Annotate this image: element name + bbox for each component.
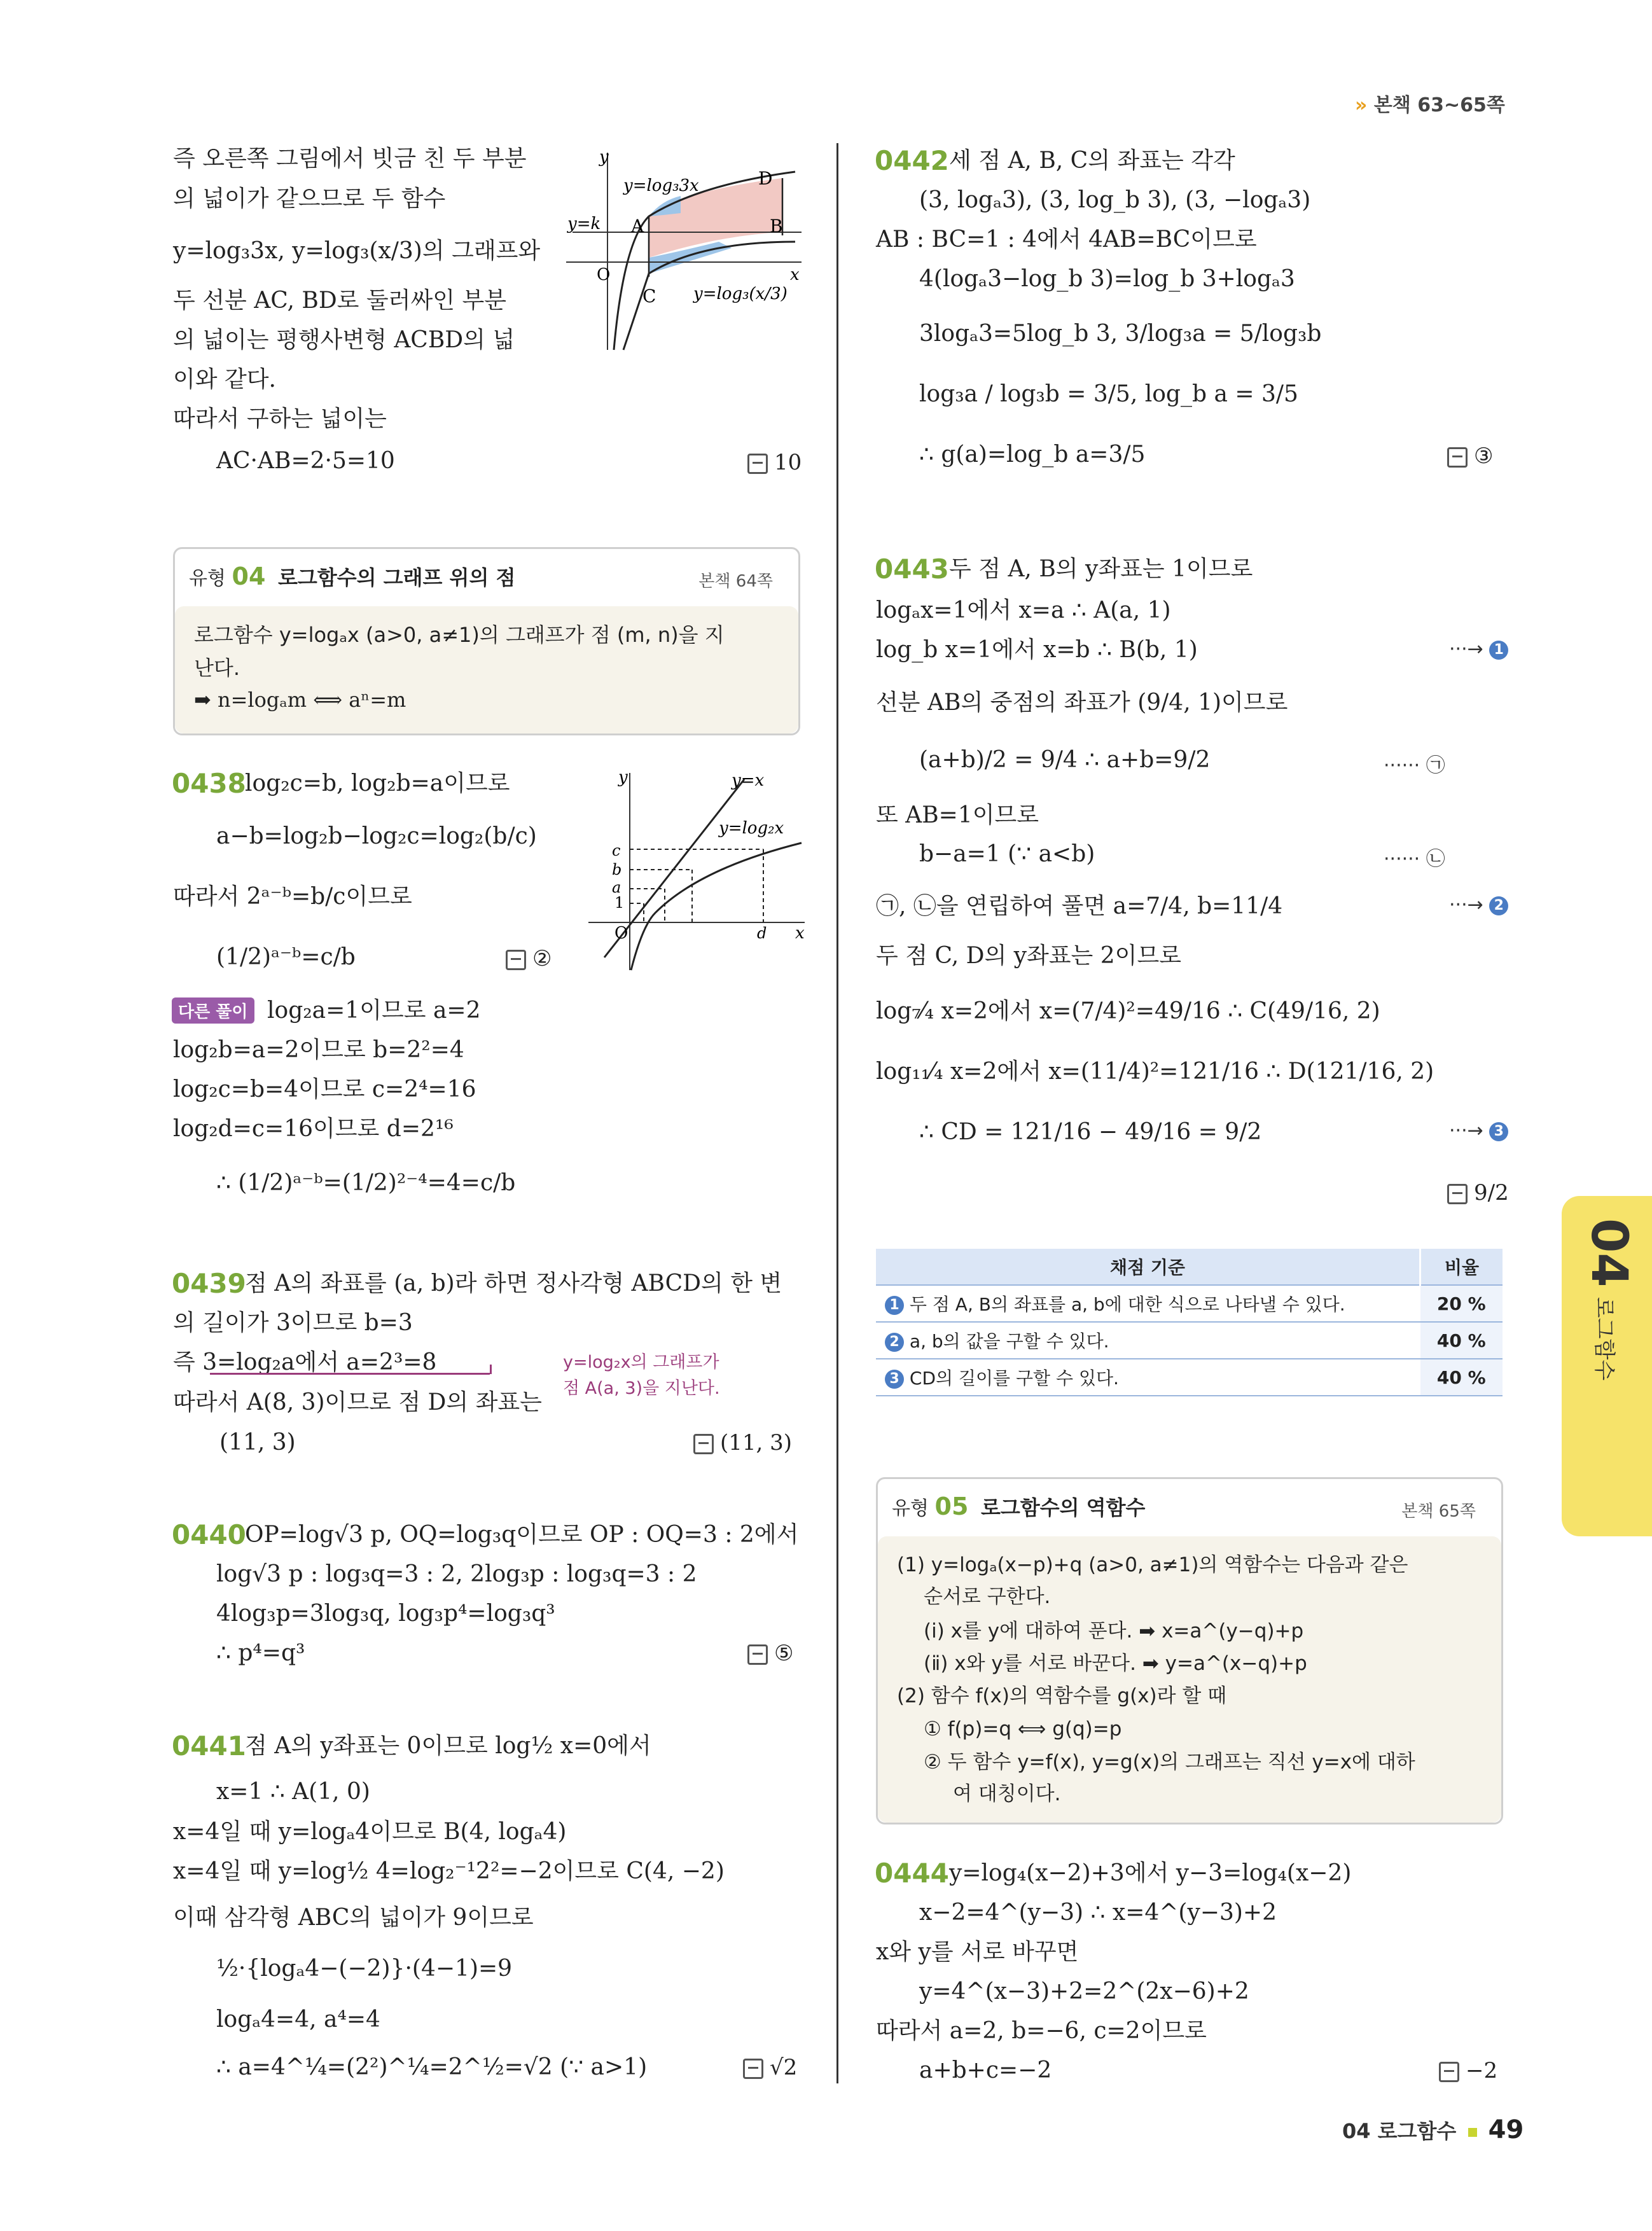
footer-square-icon — [1468, 2128, 1477, 2137]
solution-line: ∴ (1/2)ᵃ⁻ᵇ=(1/2)²⁻⁴=4=c/b — [216, 1170, 516, 1196]
axis-y-label: y — [618, 768, 628, 787]
criteria-text: 두 점 A, B의 좌표를 a, b에 대한 식으로 나타낼 수 있다. — [909, 1294, 1345, 1315]
solution-line: 두 점 A, B의 y좌표는 1이므로 — [949, 556, 1253, 582]
type-body-line: ② 두 함수 y=f(x), y=g(x)의 그래프는 직선 y=x에 대하 — [924, 1751, 1415, 1774]
page-footer — [1342, 2115, 1524, 2144]
type-body-line: 여 대칭이다. — [953, 1783, 1061, 1805]
solution-line: x−2=4^(y−3) ∴ x=4^(y−3)+2 — [919, 1900, 1277, 1926]
type-ref: 본책 65쪽 — [1401, 1502, 1476, 1521]
type-num: 05 — [934, 1492, 969, 1520]
solution-line: 또 AB=1이므로 — [876, 802, 1039, 828]
label-curve1: y=log₃3x — [623, 176, 699, 195]
solution-line: ½·{logₐ4−(−2)}·(4−1)=9 — [216, 1956, 513, 1982]
footer-chapter: 04 로그함수 — [1342, 2119, 1457, 2143]
page-number: 49 — [1488, 2115, 1524, 2144]
chapter-side-tab — [1562, 1196, 1652, 1536]
problem-number: 0439 — [172, 1268, 246, 1299]
type-body-line: ① f(p)=q ⟺ g(q)=p — [924, 1718, 1122, 1741]
step-badge: 3 — [885, 1370, 904, 1389]
table-header-row — [876, 1249, 1503, 1285]
solution-line: x와 y를 서로 바꾸면 — [876, 1939, 1079, 1965]
intro-line: 의 넓이가 같으므로 두 함수 — [173, 186, 446, 212]
type-title: 로그함수의 역함수 — [980, 1496, 1146, 1520]
criteria-cell — [876, 1359, 1420, 1396]
step-3-badge: 3 — [1489, 1122, 1508, 1141]
type-tag: 유형 — [189, 567, 226, 590]
type-body-line: (1) y=logₐ(x−p)+q (a>0, a≠1)의 역함수는 다음과 같은 — [897, 1553, 1408, 1576]
solution-line: 따라서 A(8, 3)이므로 점 D의 좌표는 — [173, 1389, 542, 1415]
answer-text: √2 — [770, 2055, 798, 2080]
solution-line: 의 길이가 3이므로 b=3 — [173, 1310, 413, 1336]
answer-text: (11, 3) — [720, 1430, 793, 1456]
solution-line: logₐx=1에서 x=a ∴ A(a, 1) — [876, 597, 1171, 623]
answer — [747, 1637, 793, 1669]
solution-line: 점 A의 좌표를 (a, b)라 하면 정사각형 ABCD의 한 변 — [245, 1270, 782, 1296]
solution-line: log₂c=b, log₂b=a이므로 — [245, 770, 510, 796]
table-row — [876, 1285, 1503, 1322]
intro-line: y=log₃3x, y=log₃(x/3)의 그래프와 — [173, 238, 541, 264]
label-y-eq-x: y=x — [732, 771, 765, 790]
answer — [747, 447, 802, 478]
annotation: 점 A(a, 3)을 지난다. — [563, 1379, 720, 1398]
solution-line: ∴ a=4^¼=(2²)^¼=2^½=√2 (∵ a>1) — [216, 2054, 648, 2080]
tick-d: d — [757, 924, 767, 942]
column-divider — [836, 143, 838, 2083]
answer-icon — [1439, 2062, 1459, 2082]
problem-number: 0444 — [875, 1858, 949, 1889]
answer — [1447, 440, 1493, 472]
solution-line: x=1 ∴ A(1, 0) — [216, 1779, 370, 1805]
col-header: 비율 — [1420, 1249, 1503, 1285]
solution-line: 따라서 a=2, b=−6, c=2이므로 — [876, 2018, 1207, 2044]
solution-line: a−b=log₂b−log₂c=log₂(b/c) — [216, 823, 537, 849]
answer-icon — [743, 2059, 763, 2079]
rate-cell: 20 % — [1420, 1285, 1503, 1322]
criteria-cell — [876, 1322, 1420, 1359]
solution-line: y=log₄(x−2)+3에서 y−3=log₄(x−2) — [949, 1860, 1352, 1886]
solution-line: log₂a=1이므로 a=2 — [267, 997, 481, 1024]
solution-line: 3logₐ3=5log_b 3, 3/log₃a = 5/log₃b — [919, 321, 1322, 347]
solution-line: log√3 p : log₃q=3 : 2, 2log₃p : log₃q=3 : 2 — [216, 1561, 697, 1587]
solution-line: logₐ4=4, a⁴=4 — [216, 2006, 380, 2033]
rate-cell: 40 % — [1420, 1359, 1503, 1396]
solution-line: 세 점 A, B, C의 좌표는 각각 — [949, 148, 1235, 174]
solution-line: (3, logₐ3), (3, log_b 3), (3, −logₐ3) — [919, 187, 1311, 213]
origin: O — [597, 265, 611, 284]
solution-line: b−a=1 (∵ a<b) — [919, 841, 1095, 867]
chevron-right-icon: » — [1355, 94, 1368, 116]
table-row — [876, 1359, 1503, 1396]
side-tab-number: 04 — [1580, 1218, 1637, 1288]
answer-text: ③ — [1474, 443, 1494, 469]
solution-line: AB : BC=1 : 4에서 4AB=BC이므로 — [876, 226, 1257, 253]
score-marker: ···→ 3 — [1449, 1120, 1508, 1142]
type-body-line: (ⅰ) x를 y에 대하여 푼다. ➡ x=a^(y−q)+p — [924, 1620, 1304, 1643]
rate-cell: 40 % — [1420, 1322, 1503, 1359]
solution-line: log₂c=b=4이므로 c=2⁴=16 — [173, 1076, 476, 1102]
label-k: y=k — [567, 214, 601, 233]
type-body-line: 로그함수 y=logₐx (a>0, a≠1)의 그래프가 점 (m, n)을 지 — [194, 623, 725, 647]
graph-log2 — [585, 767, 808, 976]
tick-c: c — [612, 842, 621, 859]
step-badge: 1 — [885, 1296, 904, 1315]
answer — [1439, 2055, 1497, 2087]
type-body-line: 난다. — [194, 656, 240, 680]
tick-a: a — [612, 879, 621, 896]
equation-mark: ······ ㉠ — [1384, 754, 1445, 777]
solution-line: (a+b)/2 = 9/4 ∴ a+b=9/2 — [919, 747, 1211, 773]
problem-number: 0442 — [875, 145, 949, 176]
origin: O — [614, 924, 628, 943]
score-marker: ···→ 2 — [1449, 894, 1508, 916]
type-ref: 본책 64쪽 — [698, 572, 773, 591]
answer-icon — [1447, 447, 1468, 468]
criteria-text: CD의 길이를 구할 수 있다. — [909, 1368, 1119, 1389]
problem-number: 0443 — [875, 553, 949, 585]
tick-one: 1 — [614, 894, 625, 912]
criteria-text: a, b의 값을 구할 수 있다. — [909, 1331, 1109, 1352]
solution-line: ∴ CD = 121/16 − 49/16 = 9/2 — [919, 1119, 1262, 1145]
solution-line: 이때 삼각형 ABC의 넓이가 9이므로 — [173, 1905, 534, 1931]
solution-line: 4(logₐ3−log_b 3)=log_b 3+logₐ3 — [919, 266, 1295, 292]
solution-line: log₇⁄₄ x=2에서 x=(7/4)²=49/16 ∴ C(49/16, 2) — [876, 998, 1380, 1024]
side-tab-label: 로그함수 — [1591, 1296, 1617, 1381]
type04-box — [173, 547, 800, 735]
intro-line: 이와 같다. — [173, 366, 276, 393]
type04-header — [189, 562, 515, 591]
point-a: A — [631, 216, 644, 237]
answer-icon — [1447, 1184, 1468, 1204]
note-connector — [210, 1373, 490, 1375]
curve-log2 — [631, 843, 802, 970]
annotation: y=log₂x의 그래프가 — [563, 1352, 719, 1372]
step-2-badge: 2 — [1489, 896, 1508, 915]
col-header: 채점 기준 — [876, 1249, 1420, 1285]
point-b: B — [770, 216, 783, 237]
label-curve2: y=log₃(x/3) — [693, 284, 788, 303]
type05-body — [878, 1536, 1501, 1823]
step-badge: 2 — [885, 1333, 904, 1352]
type-body-line: (2) 함수 f(x)의 역함수를 g(x)라 할 때 — [897, 1685, 1227, 1707]
intro-line: 따라서 구하는 넓이는 — [173, 406, 387, 432]
tick-b: b — [612, 861, 622, 879]
problem-number: 0441 — [172, 1730, 246, 1762]
header-ref-text: 본책 63~65쪽 — [1373, 94, 1505, 116]
solution-line: 두 점 C, D의 y좌표는 2이므로 — [876, 943, 1182, 969]
solution-line: 선분 AB의 중점의 좌표가 (9/4, 1)이므로 — [876, 690, 1288, 716]
answer-text: ⑤ — [774, 1641, 794, 1666]
solution-line: 4log₃p=3log₃q, log₃p⁴=log₃q³ — [216, 1601, 555, 1627]
solution-line: a+b+c=−2 — [919, 2057, 1052, 2083]
step-1-badge: 1 — [1489, 641, 1508, 660]
solution-line: log₂d=c=16이므로 d=2¹⁶ — [173, 1116, 454, 1142]
solution-line: ∴ p⁴=q³ — [216, 1640, 305, 1666]
type-tag: 유형 — [892, 1498, 929, 1520]
answer — [743, 2052, 797, 2083]
equation-mark: ······ ㉡ — [1384, 848, 1445, 870]
type05-box — [876, 1477, 1503, 1824]
point-c: C — [642, 286, 656, 307]
type-title: 로그함수의 그래프 위의 점 — [277, 566, 516, 590]
solution-line: log₂b=a=2이므로 b=2²=4 — [173, 1037, 464, 1063]
intro-line: 두 선분 AC, BD로 둘러싸인 부분 — [173, 288, 506, 314]
grading-table — [876, 1249, 1503, 1396]
point-d: D — [758, 168, 773, 189]
solution-line: 점 A의 y좌표는 0이므로 log½ x=0에서 — [245, 1733, 651, 1759]
axis-y-label: y — [599, 148, 609, 167]
type04-body — [175, 606, 798, 733]
solution-line: x=4일 때 y=log½ 4=log₂⁻¹2²=−2이므로 C(4, −2) — [173, 1858, 725, 1884]
axis-x-label: x — [790, 265, 800, 284]
solution-line: OP=log√3 p, OQ=log₃q이므로 OP : OQ=3 : 2에서 — [245, 1522, 799, 1548]
label-y-log2x: y=log₂x — [719, 819, 784, 838]
type-body-line: 순서로 구한다. — [924, 1585, 1051, 1608]
solution-line: y=4^(x−3)+2=2^(2x−6)+2 — [919, 1978, 1249, 2005]
solution-line: (1/2)ᵃ⁻ᵇ=c/b — [216, 944, 356, 970]
problem-number: 0438 — [172, 768, 246, 799]
graph-log3 — [553, 146, 808, 356]
axis-x-label: x — [795, 924, 805, 943]
answer — [1447, 1177, 1509, 1209]
solution-line: (11, 3) — [219, 1429, 296, 1456]
solution-line: log₃a / log₃b = 3/5, log_b a = 3/5 — [919, 381, 1298, 407]
intro-line: 즉 오른쪽 그림에서 빗금 친 두 부분 — [173, 146, 527, 172]
solution-line: 따라서 2ᵃ⁻ᵇ=b/c이므로 — [173, 884, 412, 910]
solution-line: 즉 3=log₂a에서 a=2³=8 — [173, 1349, 437, 1375]
answer-text: 10 — [774, 450, 802, 475]
answer — [506, 943, 552, 975]
table-row — [876, 1322, 1503, 1359]
note-connector-vertical — [490, 1365, 492, 1374]
score-marker: ···→ 1 — [1449, 638, 1508, 660]
intro-line: AC·AB=2·5=10 — [216, 448, 395, 474]
answer-icon — [506, 950, 526, 970]
answer — [693, 1427, 792, 1459]
answer-text: ② — [532, 946, 552, 971]
intro-line: 의 넓이는 평행사변형 ACBD의 넓 — [173, 327, 515, 353]
alt-solution-tag: 다른 풀이 — [172, 997, 254, 1024]
solution-line: log_b x=1에서 x=b ∴ B(b, 1) — [876, 637, 1198, 663]
answer-icon — [693, 1434, 714, 1454]
type05-header — [892, 1492, 1145, 1521]
answer-text: 9/2 — [1474, 1180, 1509, 1206]
solution-line: ∴ g(a)=log_b a=3/5 — [919, 441, 1146, 468]
solution-line: log₁₁⁄₄ x=2에서 x=(11/4)²=121/16 ∴ D(121/16, 2) — [876, 1059, 1434, 1085]
answer-icon — [747, 454, 768, 474]
criteria-cell — [876, 1285, 1420, 1322]
solution-line: ㉠, ㉡을 연립하여 풀면 a=7/4, b=11/4 — [876, 893, 1283, 919]
type-body-line: (ⅱ) x와 y를 서로 바꾼다. ➡ y=a^(x−q)+p — [924, 1652, 1307, 1675]
problem-number: 0440 — [172, 1519, 246, 1550]
answer-text: −2 — [1466, 2058, 1498, 2083]
solution-line: x=4일 때 y=logₐ4이므로 B(4, logₐ4) — [173, 1819, 567, 1845]
type-body-line: ➡ n=logₐm ⟺ aⁿ=m — [194, 688, 406, 712]
header-ref — [1355, 89, 1505, 117]
answer-icon — [747, 1644, 768, 1665]
type-num: 04 — [232, 562, 266, 590]
